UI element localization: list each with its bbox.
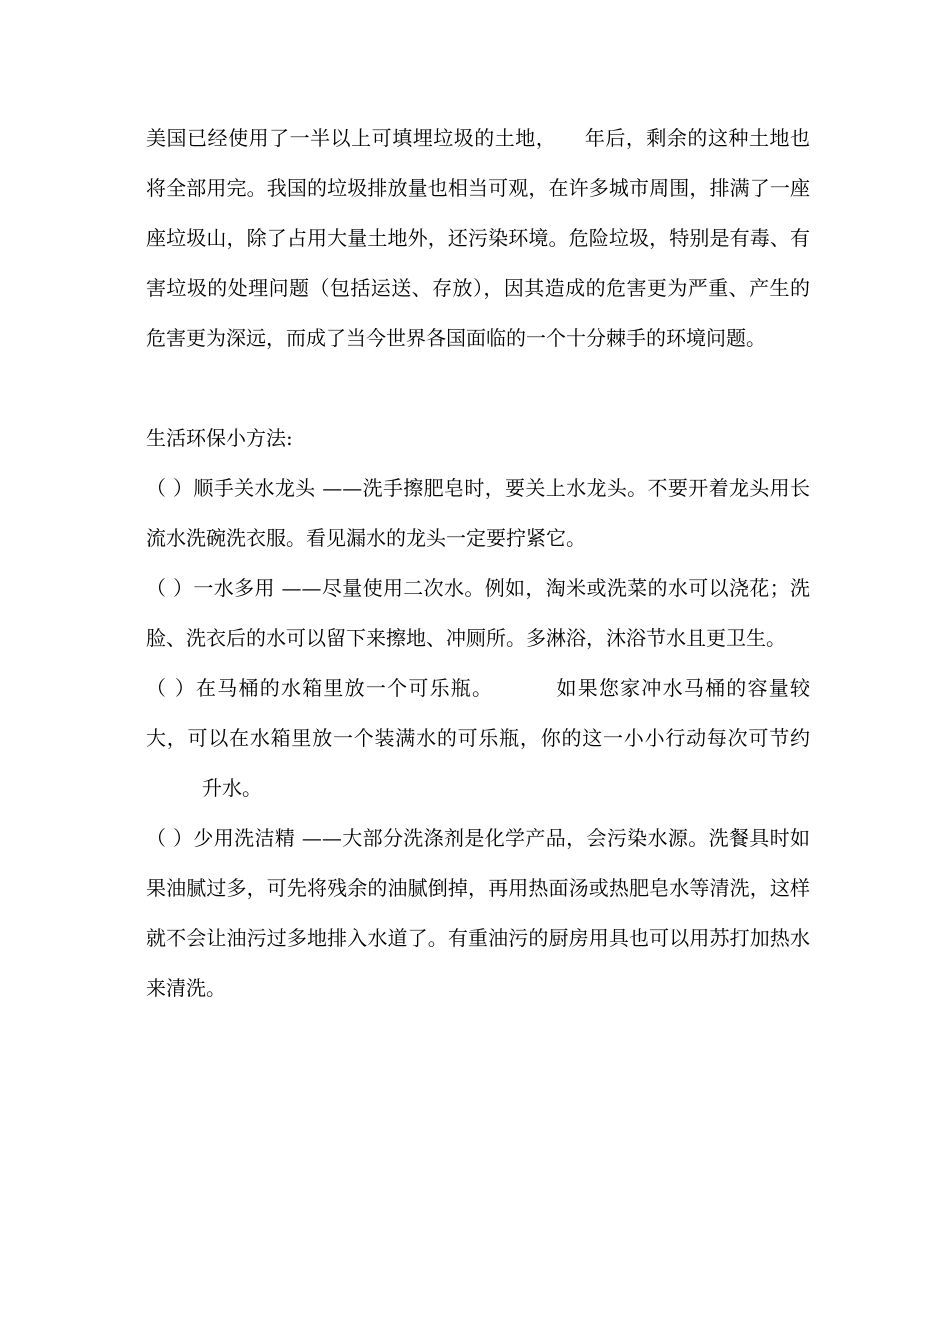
intro-text-part2: 年后，剩余的这种土地也将全部用完。我国的垃圾排放量也相当可观，在许多城市周围，排满了一座座垃圾山，除了占用大量土地外，还污染环境。危险垃圾，特别是有毒、有害垃圾的处理问题（包括运送、存放），因其造成的危害更为严重、产生的危害更为深远，而成了当今世界各国面临的一个十分棘手的环境问题。 [146, 126, 811, 350]
blank-line [146, 363, 810, 413]
tip-text-part3: 升水。 [202, 776, 262, 800]
tip-item [146, 663, 810, 813]
tips-heading: 生活环保小方法: [146, 426, 293, 450]
tip-item: （ ）一水多用 ——尽量使用二次水。例如，淘米或洗菜的水可以浇花；洗脸、洗衣后的水可以留下来擦地、冲厕所。多淋浴，沐浴节水且更卫生。 [146, 576, 810, 650]
tip-item: （ ）顺手关水龙头 ——洗手擦肥皂时，要关上水龙头。不要开着龙头用长流水洗碗洗衣服。看见漏水的龙头一定要拧紧它。 [146, 476, 810, 550]
document-page [146, 113, 810, 1013]
tip-text-part2: 如果您家冲水马桶的容量较大，可以在水箱里放一个装满水的可乐瓶，你的这一小小行动每次可节约 [146, 676, 810, 750]
tip-text-part1: （ ）在马桶的水箱里放一个可乐瓶。 [146, 676, 494, 700]
tip-item: （ ）少用洗洁精 ——大部分洗涤剂是化学产品，会污染水源。洗餐具时如果油腻过多，可先将残余的油腻倒掉，再用热面汤或热肥皂水等清洗，这样就不会让油污过多地排入水道了。有重油污的厨房用具也可以用苏打加热水来清洗。 [146, 826, 810, 1000]
intro-text-part1: 美国已经使用了一半以上可填埋垃圾的土地， [146, 126, 557, 150]
intro-paragraph [146, 113, 810, 363]
